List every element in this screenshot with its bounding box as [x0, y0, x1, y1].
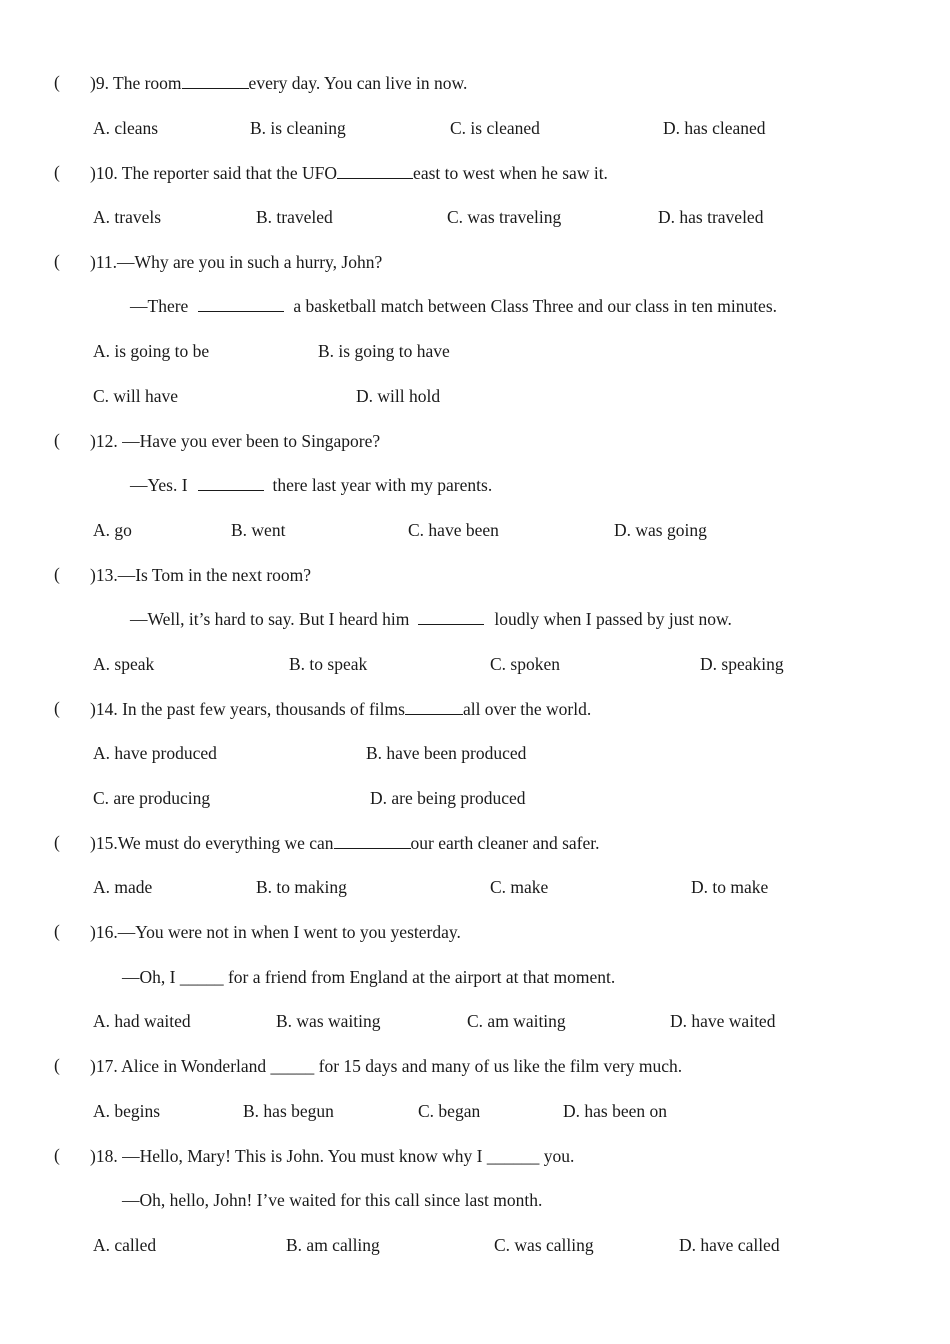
- option-d: D. was going: [614, 520, 707, 540]
- stem-text: )10. The reporter said that the UFO: [90, 163, 338, 183]
- option-b: B. have been produced: [366, 743, 527, 763]
- option-b: B. am calling: [286, 1235, 380, 1255]
- stem-text: every day. You can live in now.: [248, 73, 468, 93]
- stem-text: our earth cleaner and safer.: [410, 833, 600, 853]
- stem-text: )9. The room: [90, 73, 182, 93]
- question-17-stem: )17. Alice in Wonderland _____ for 15 days and many of us like the film very much.: [90, 1056, 683, 1076]
- option-a: A. made: [93, 877, 153, 897]
- question-16-stem: )16.—You were not in when I went to you yesterday.: [90, 922, 461, 942]
- option-d: D. are being produced: [370, 788, 526, 808]
- answer-paren: (: [54, 1145, 60, 1165]
- option-c: C. are producing: [93, 788, 211, 808]
- option-b: B. to speak: [289, 654, 368, 674]
- reply-text: loudly when I passed by just now.: [494, 609, 732, 629]
- option-c: C. is cleaned: [450, 118, 540, 138]
- question-18-stem: )18. —Hello, Mary! This is John. You must know why I ______ you.: [90, 1146, 575, 1166]
- answer-blank: [182, 73, 249, 89]
- question-14-stem: [90, 698, 591, 720]
- option-c: C. am waiting: [467, 1011, 566, 1031]
- option-d: D. will hold: [356, 386, 441, 406]
- stem-text: east to west when he saw it.: [413, 163, 608, 183]
- option-b: B. to making: [256, 877, 347, 897]
- stem-text: all over the world.: [462, 699, 592, 719]
- option-d: D. has traveled: [658, 207, 764, 227]
- question-18-reply: —Oh, hello, John! I’ve waited for this call since last month.: [122, 1190, 543, 1210]
- stem-text: )15.We must do everything we can: [90, 833, 334, 853]
- option-d: D. have called: [679, 1235, 780, 1255]
- answer-blank: [198, 296, 284, 312]
- reply-text: —Yes. I: [130, 475, 188, 495]
- option-a: A. begins: [93, 1101, 161, 1121]
- reply-text: —Well, it’s hard to say. But I heard him: [130, 609, 410, 629]
- reply-text: there last year with my parents.: [272, 475, 493, 495]
- question-16-reply: —Oh, I _____ for a friend from England at the airport at that moment.: [122, 967, 616, 987]
- option-a: A. cleans: [93, 118, 159, 138]
- answer-paren: (: [54, 162, 60, 182]
- answer-paren: (: [54, 430, 60, 450]
- question-11-stem: )11.—Why are you in such a hurry, John?: [90, 252, 383, 272]
- answer-blank: [337, 163, 413, 179]
- option-d: D. have waited: [670, 1011, 776, 1031]
- option-a: A. is going to be: [93, 341, 210, 361]
- option-b: B. traveled: [256, 207, 333, 227]
- option-b: B. was waiting: [276, 1011, 381, 1031]
- answer-blank: [418, 609, 484, 625]
- option-d: D. to make: [691, 877, 769, 897]
- option-b: B. has begun: [243, 1101, 334, 1121]
- option-c: C. spoken: [490, 654, 560, 674]
- question-13-stem: )13.—Is Tom in the next room?: [90, 565, 312, 585]
- option-b: B. is cleaning: [250, 118, 346, 138]
- answer-blank: [405, 699, 463, 715]
- option-b: B. is going to have: [318, 341, 450, 361]
- question-9-stem: [90, 72, 467, 94]
- answer-blank: [334, 833, 411, 849]
- option-a: A. have produced: [93, 743, 217, 763]
- reply-text: a basketball match between Class Three and our class in ten minutes.: [293, 296, 778, 316]
- answer-paren: (: [54, 72, 60, 92]
- option-c: C. make: [490, 877, 549, 897]
- option-a: A. speak: [93, 654, 155, 674]
- answer-paren: (: [54, 832, 60, 852]
- option-a: A. travels: [93, 207, 162, 227]
- answer-paren: (: [54, 1055, 60, 1075]
- option-d: D. speaking: [700, 654, 784, 674]
- option-c: C. have been: [408, 520, 499, 540]
- option-b: B. went: [231, 520, 286, 540]
- option-d: D. has cleaned: [663, 118, 766, 138]
- question-13-reply: [130, 608, 732, 630]
- option-c: C. began: [418, 1101, 481, 1121]
- answer-paren: (: [54, 251, 60, 271]
- reply-text: —There: [130, 296, 189, 316]
- question-12-reply: [130, 474, 492, 496]
- answer-paren: (: [54, 698, 60, 718]
- option-a: A. had waited: [93, 1011, 191, 1031]
- stem-text: )14. In the past few years, thousands of films: [90, 699, 405, 719]
- option-c: C. was calling: [494, 1235, 594, 1255]
- option-c: C. will have: [93, 386, 179, 406]
- option-d: D. has been on: [563, 1101, 668, 1121]
- option-a: A. called: [93, 1235, 157, 1255]
- question-10-stem: [90, 162, 608, 184]
- answer-paren: (: [54, 921, 60, 941]
- answer-paren: (: [54, 564, 60, 584]
- question-11-reply: [130, 295, 777, 317]
- answer-blank: [198, 475, 264, 491]
- question-12-stem: )12. —Have you ever been to Singapore?: [90, 431, 381, 451]
- question-15-stem: [90, 832, 600, 854]
- option-c: C. was traveling: [447, 207, 562, 227]
- option-a: A. go: [93, 520, 132, 540]
